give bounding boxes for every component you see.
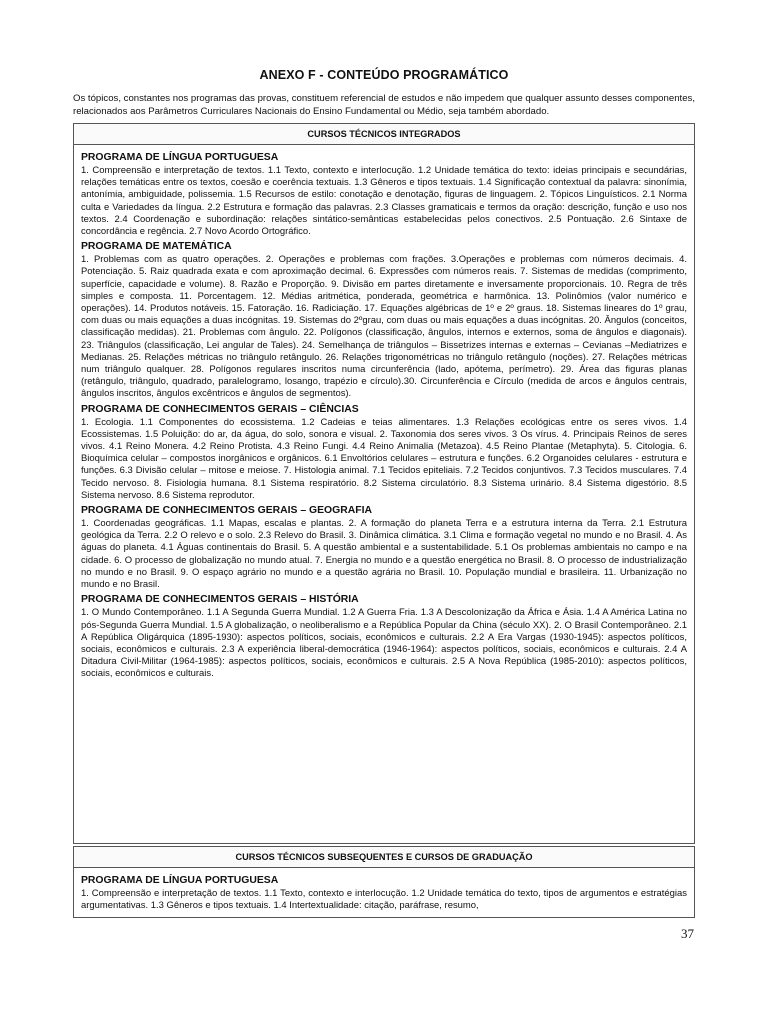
- box-body: [74, 145, 694, 681]
- section-title: PROGRAMA DE CONHECIMENTOS GERAIS – CIÊNCIAS: [81, 403, 359, 415]
- section-text: 1. Compreensão e interpretação de textos. 1.1 Texto, contexto e interlocução. 1.2 Unidade temática do texto: ideias principais e secundárias, relações temáticas entre os textos, coesão e coerência textuais. 1.3 Gêneros e tipos textuais. 1.4 Significação contextual da palavra: sinonímia, antonímia, ambiguidade, polissemia. 1.5 Recursos de estilo: conotação e denotação, figuras de linguagem. 2. Tópicos Linguísticos. 2.1 Norma culta e Variedades da língua. 2.2 Estrutura e formação das palavras. 2.3 Classes gramaticais e termos da oração: descrição, função e uso nos textos. 2.4 Coordenação e subordinação: relações sintático-semânticas estabelecidas pelos conectivos. 2.5 Pontuação. 2.6 Sintaxe de concordância e regência. 2.7 Novo Acordo Ortográfico.: [81, 165, 687, 238]
- box-heading: CURSOS TÉCNICOS INTEGRADOS: [74, 124, 694, 145]
- integrated-courses-box: [73, 123, 695, 844]
- section-title: PROGRAMA DE LÍNGUA PORTUGUESA: [81, 152, 279, 163]
- section-text: 1. O Mundo Contemporâneo. 1.1 A Segunda Guerra Mundial. 1.2 A Guerra Fria. 1.3 A Descolonização da África e Ásia. 1.4 A América Latina no pós-Segunda Guerra Mundial. 1.5 A globalização, o neoliberalismo e a República Popular da China (século XX). 2. O Brasil Contemporâneo. 2.1 A República Oligárquica (1895-1930): aspectos políticos, sociais, econômicos e culturais. 2.2 A Era Vargas (1930-1945): aspectos políticos, sociais, econômicos e culturais. 2.3 A experiência liberal-democrática (1946-1964): aspectos políticos, sociais, econômicos e culturais. 2.4 A Ditadura Civil-Militar (1964-1985): aspectos políticos, sociais, econômicos e culturais. 2.5 A Nova República (1985-2010): aspectos políticos, sociais, econômicos e culturais.: [81, 607, 687, 680]
- section-text: 1. Problemas com as quatro operações. 2. Operações e problemas com frações. 3.Operações e problemas com números decimais. 4. Potenciação. 5. Raiz quadrada exata e com aproximação decimal. 6. Expressões com números reais. 7. Sistemas de medidas (comprimento, superfície, capacidade e volume). 8. Razão e Proporção. 9. Divisão em partes diretamente e inversamente proporcionais. 10. Regra de três simples e composta. 11. Porcentagem. 12. Médias aritmética, ponderada, geométrica e harmônica. 13. Polinômios (valor numérico e operações). 14. Produtos notáveis. 15. Fatoração. 16. Radiciação. 17. Equações algébricas de 1º e 2º graus. 18. Sistemas lineares do 1º grau, com duas ou mais equações a duas incógnitas. 19. Sistemas do 2ºgrau, com duas ou mais equações a duas incógnitas. 20. Ângulos (conceitos, classificação medidas). 21. Problemas com ângulo. 22. Polígonos (classificação, ângulos, internos e externos, soma de ângulos e diagonais). 23. Triângulos (classificação, Lei angular de Tales). 24. Semelhança de triângulos – Bissetrizes internas e externas – Cevianas –Mediatrizes e Medianas. 25. Relações métricas no triângulo retângulo. 26. Relações trigonométricas no triângulo retângulo (noções). 27. Relações métricas num triângulo qualquer. 28. Polígonos regulares inscritos numa circunferência (lado, apótema, perímetro). 29. Área das figuras planas (retângulo, triângulo, quadrado, paralelogramo, losango, trapézio e círculo).30. Circunferência e Círculo (medida de arcos e ângulos centrais, ângulos inscritos, ângulos excêntricos e ângulos de segmentos).: [81, 254, 687, 400]
- page-number: 37: [681, 926, 694, 941]
- section-history: [81, 593, 687, 680]
- section-title: PROGRAMA DE MATEMÁTICA: [81, 241, 232, 253]
- page-title: ANEXO F - CONTEÚDO PROGRAMÁTICO: [259, 68, 509, 82]
- section-text: 1. Compreensão e interpretação de textos. 1.1 Texto, contexto e interlocução. 1.2 Unidade temática do texto, tipos de argumentos e estratégias argumentativas. 1.3 Gêneros e tipos textuais. 1.4 Intertextualidade: citação, paráfrase, resumo,: [81, 888, 687, 912]
- section-geography: [81, 504, 687, 591]
- box-heading: CURSOS TÉCNICOS SUBSEQUENTES E CURSOS DE GRADUAÇÃO: [74, 847, 694, 868]
- section-text: 1. Coordenadas geográficas. 1.1 Mapas, escalas e plantas. 2. A formação do planeta Terra e a estrutura interna da Terra. 2.1 Estrutura geológica da Terra. 2.2 O relevo e o solo. 2.3 Relevo do Brasil. 3. Dinâmica climática. 3.1 Clima e formação vegetal no mundo e no Brasil. 4. As águas do planeta. 4.1 Águas continentais do Brasil. 5. A questão ambiental e a sustentabilidade. 5.1 Os problemas ambientais no campo e na cidade. 6. O processo de globalização no mundo atual. 7. Energia no mundo e a questão energética no Brasil. 8. O processo de industrialização no mundo e no Brasil. 9. O espaço agrário no mundo e a questão agrária no Brasil. 10. População mundial e brasileira. 11. Urbanização no mundo e no Brasil.: [81, 518, 687, 591]
- section-title: PROGRAMA DE CONHECIMENTOS GERAIS – HISTÓRIA: [81, 594, 359, 606]
- subsequent-courses-box: [73, 846, 695, 918]
- section-mathematics: [81, 240, 687, 400]
- box-body: [74, 868, 694, 912]
- section-text: 1. Ecologia. 1.1 Componentes do ecossistema. 1.2 Cadeias e teias alimentares. 1.3 Relações ecológicas entre os seres vivos. 1.4 Ecossistemas. 1.5 Poluição: do ar, da água, do solo, sonora e visual. 2. Taxonomia dos seres vivos. 3 Os vírus. 4. Principais Reinos de seres vivos. 4.1 Reino Monera. 4.2 Reino Protista. 4.3 Reino Fungi. 4.4 Reino Animalia (Metazoa). 4.5 Reino Plantae (Metaphyta). 5. Citologia. 6. Bioquímica celular – compostos inorgânicos e orgânicos. 6.1 Envoltórios celulares – estrutura e funções. 6.2 Organoides celulares - estrutura e funções. 6.3 Divisão celular – mitose e meiose. 7. Histologia animal. 7.1 Tecidos epiteliais. 7.2 Tecidos conjuntivos. 7.3 Tecidos musculares. 7.4 Tecido nervoso. 8. Fisiologia humana. 8.1 Sistema respiratório. 8.2 Sistema circulatório. 8.3 Sistema urinário. 8.4 Sistema digestório. 8.5 Sistema nervoso. 8.6 Sistema reprodutor.: [81, 416, 687, 501]
- intro-paragraph: Os tópicos, constantes nos programas das provas, constituem referencial de estudos e não impedem que qualquer assunto desses componentes, relacionados aos Parâmetros Curriculares Nacionais do Ensino Fundamental ou Médio, seja também abordado.: [73, 93, 695, 117]
- section-title: PROGRAMA DE CONHECIMENTOS GERAIS – GEOGRAFIA: [81, 505, 372, 517]
- section-portuguese: [81, 874, 687, 912]
- section-sciences: [81, 403, 687, 502]
- section-title: PROGRAMA DE LÍNGUA PORTUGUESA: [81, 875, 279, 886]
- section-portuguese: [81, 151, 687, 238]
